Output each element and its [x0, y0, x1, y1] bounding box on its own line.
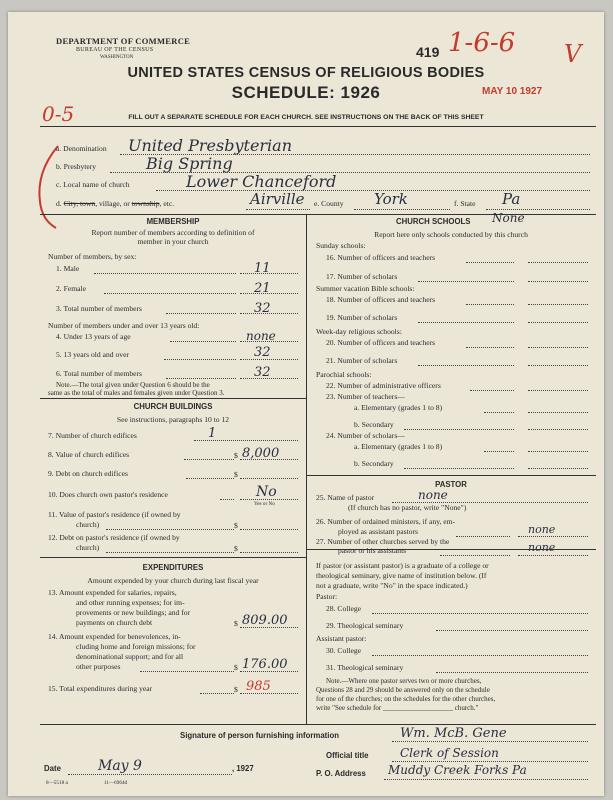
q29-label: 29. Theological seminary [326, 621, 404, 630]
date-value: May 9 [98, 758, 142, 774]
check-mark: V [564, 40, 582, 68]
buildings-sub: See instructions, paragraphs 10 to 12 [116, 415, 230, 424]
q27-leader [440, 555, 510, 556]
q3-label: 3. Total number of members [56, 304, 143, 313]
official-title-value: Clerk of Session [400, 746, 499, 760]
q20-label: 20. Number of officers and teachers [326, 338, 436, 347]
q23a-label: a. Elementary (grades 1 to 8) [354, 403, 443, 412]
q24b-line [528, 468, 588, 469]
q23a-leader [484, 412, 514, 413]
state-line [486, 209, 590, 210]
schools-heading-value: None [492, 211, 525, 225]
q5-label: 5. 13 years old and over [56, 350, 129, 359]
buildings-bottom-rule [40, 557, 306, 558]
county-line [354, 209, 450, 210]
q23b-label: b. Secondary [354, 420, 394, 429]
denomination-value: United Presbyterian [128, 136, 293, 155]
graduate-instruction-1: If pastor (or assistant pastor) is a graduate of a college or [316, 561, 489, 570]
q14-label-2: cluding home and foreign missions; for [76, 642, 196, 651]
q2-value: 21 [254, 281, 271, 296]
date-year: , 1927 [232, 764, 254, 773]
presbytery-label: b. Presbytery [56, 162, 97, 171]
q14-leader [140, 671, 234, 672]
q16-line [528, 262, 588, 263]
q1-leader [94, 273, 236, 274]
q3-leader [166, 313, 236, 314]
census-form-page [8, 12, 604, 796]
q9-line [240, 478, 298, 479]
membership-heading: MEMBERSHIP [146, 217, 200, 226]
date-label: Date [44, 764, 61, 773]
q27-value: none [528, 541, 556, 554]
q5-leader [164, 359, 236, 360]
department-name: DEPARTMENT OF COMMERCE [56, 36, 191, 46]
signature-value: Wm. McB. Gene [400, 726, 507, 741]
q8-value: 8,000 [242, 446, 280, 461]
form-instruction: FILL OUT A SEPARATE SCHEDULE FOR EACH CHURCH. SEE INSTRUCTIONS ON THE BACK OF THIS SHEET [128, 114, 484, 121]
q4-leader [170, 341, 236, 342]
q24a-line [528, 451, 588, 452]
po-address-value: Muddy Creek Forks Pa [388, 763, 527, 777]
q14-dollar: $ [234, 663, 238, 672]
q21-line [528, 365, 588, 366]
q1-value: 11 [254, 261, 271, 276]
official-title-label: Official title [326, 751, 369, 760]
q17-leader [418, 281, 514, 282]
q11-dollar: $ [234, 521, 238, 530]
q24b-leader [404, 468, 514, 469]
q17-label: 17. Number of scholars [326, 272, 398, 281]
weekday-schools-label: Week-day religious schools: [316, 327, 402, 336]
q14-label-3: denominational support; and for all [76, 652, 184, 661]
expenditures-sub: Amount expended by your church during last fiscal year [87, 576, 259, 585]
q15-leader [200, 693, 234, 694]
place-label-middle: , village, or [95, 199, 130, 208]
pastor-note-3: for one of the churches; on the schedules for the other churches, [316, 695, 496, 703]
date-line [68, 774, 232, 775]
schools-intro: Report here only schools conducted by this church [374, 230, 528, 239]
q19-leader [418, 322, 514, 323]
q25-note: (If church has no pastor, write "None") [348, 503, 467, 512]
q4-label: 4. Under 13 years of age [56, 332, 131, 341]
denomination-label: a. Denomination [56, 144, 107, 153]
q13-value: 809.00 [242, 613, 288, 628]
q7-label: 7. Number of church edifices [48, 431, 137, 440]
q1-label: 1. Male [56, 264, 80, 273]
q30-label: 30. College [326, 646, 362, 655]
q18-label: 18. Number of officers and teachers [326, 295, 436, 304]
graduate-instruction-2: theological seminary, give name of institution below. (If [316, 571, 487, 580]
q23b-line [528, 429, 588, 430]
q24b-label: b. Secondary [354, 459, 394, 468]
q22-line [528, 390, 588, 391]
q10-label: 10. Does church own pastor's residence [48, 490, 168, 499]
q29-line [436, 630, 588, 631]
q22-leader [470, 390, 514, 391]
expenditures-heading: EXPENDITURES [142, 563, 204, 572]
q2-label: 2. Female [56, 284, 86, 293]
schedule-title: SCHEDULE: 1926 [231, 83, 381, 102]
pastor-sub-label: Pastor: [316, 592, 338, 601]
signature-line [392, 741, 588, 742]
membership-note-1: Note.—The total given under Question 6 should be the [56, 381, 210, 389]
q10-leader [220, 499, 234, 500]
pastor-heading: PASTOR [435, 480, 467, 489]
q23a-line [528, 412, 588, 413]
q20-line [528, 347, 588, 348]
membership-intro-1: Report number of members according to definition of [91, 228, 255, 237]
graduate-instruction-3: not a graduate, write "No" in the space indicated.) [316, 581, 468, 590]
q17-line [528, 281, 588, 282]
q28-line [372, 613, 588, 614]
q9-dollar: $ [234, 470, 238, 479]
yes-no-hint: Yes or No [254, 501, 275, 507]
buildings-heading: CHURCH BUILDINGS [133, 402, 213, 411]
age-heading: Number of members under and over 13 years old: [48, 321, 200, 330]
q6-value: 32 [254, 365, 271, 380]
q30-line [372, 655, 588, 656]
q13-label-1: 13. Amount expended for salaries, repairs, [48, 588, 177, 597]
q11-label-1: 11. Value of pastor's residence (if owned by [48, 510, 181, 519]
q14-value: 176.00 [242, 657, 288, 672]
by-sex-label: Number of members, by sex: [48, 252, 137, 261]
q21-label: 21. Number of scholars [326, 356, 398, 365]
county-label: e. County [314, 199, 344, 208]
q13-label-3: provements or new buildings; and for [76, 608, 191, 617]
county-value: York [374, 190, 408, 208]
po-address-line [384, 779, 588, 780]
pastor-note-2: Questions 28 and 29 should be answered only on the schedule [316, 686, 490, 694]
q5-value: 32 [254, 345, 271, 360]
q19-label: 19. Number of scholars [326, 313, 398, 322]
state-label: f. State [454, 199, 476, 208]
place-prefix: d. [56, 199, 62, 208]
print-code-1: 8—5518 a [46, 780, 68, 786]
q8-dollar: $ [234, 451, 238, 460]
q22-label: 22. Number of administrative officers [326, 381, 441, 390]
q31-line [436, 672, 588, 673]
q11-leader [106, 529, 234, 530]
membership-bottom-rule [40, 398, 306, 399]
q25-label: 25. Name of pastor [316, 493, 375, 502]
q15-dollar: $ [234, 685, 238, 694]
q15-value: 985 [246, 679, 271, 694]
section-bottom-rule [40, 724, 596, 725]
q9-label: 9. Debt on church edifices [48, 469, 128, 478]
signature-label: Signature of person furnishing information [180, 731, 339, 740]
q15-label: 15. Total expenditures during year [48, 684, 153, 693]
q24-label: 24. Number of scholars— [326, 431, 405, 440]
q12-label-2: church) [76, 543, 100, 552]
q6-label: 6. Total number of members [56, 369, 143, 378]
q14-label-1: 14. Amount expended for benevolences, in- [48, 632, 181, 641]
q31-label: 31. Theological seminary [326, 663, 404, 672]
state-value: Pa [502, 190, 521, 208]
q13-label-2: and other running expenses; for im- [76, 598, 185, 607]
q27-label-1: 27. Number of other churches served by the [316, 537, 450, 546]
received-stamp: MAY 10 1927 [482, 86, 543, 97]
membership-note-2: same as the total of males and females given under Question 3. [48, 389, 225, 397]
center-column-rule [306, 214, 307, 724]
q13-dollar: $ [234, 619, 238, 628]
q26-leader [456, 536, 510, 537]
q4-value: none [246, 329, 276, 343]
form-number: 419 [416, 44, 440, 60]
q8-label: 8. Value of church edifices [48, 450, 130, 459]
q8-leader [184, 459, 234, 460]
q7-value: 1 [208, 426, 217, 441]
sunday-schools-label: Sunday schools: [316, 241, 366, 250]
local-name-value: Lower Chanceford [186, 172, 337, 191]
q11-line [240, 529, 298, 530]
q12-line [240, 552, 298, 553]
left-code: 0-5 [42, 102, 75, 126]
place-label-struck2: township [131, 199, 160, 208]
official-title-line [392, 761, 588, 762]
q24a-label: a. Elementary (grades 1 to 8) [354, 442, 443, 451]
q26-line [518, 536, 588, 537]
place-label-end: , etc. [159, 199, 175, 208]
bureau-city: WASHINGTON [100, 55, 134, 60]
q14-label-4: other purposes [76, 662, 121, 671]
q27-line [518, 555, 588, 556]
parochial-schools-label: Parochial schools: [316, 370, 372, 379]
membership-intro-2: member in your church [137, 237, 209, 246]
form-title: UNITED STATES CENSUS OF RELIGIOUS BODIES [127, 65, 485, 81]
q12-label-1: 12. Debt on pastor's residence (if owned by [48, 533, 180, 542]
bureau-name: BUREAU OF THE CENSUS [76, 47, 154, 53]
q19-line [528, 322, 588, 323]
q2-leader [104, 293, 236, 294]
vacation-schools-label: Summer vacation Bible schools: [316, 284, 415, 293]
schools-heading: CHURCH SCHOOLS [396, 217, 471, 226]
q27-label-2: pastor or his assistants [338, 546, 407, 555]
q12-leader [106, 552, 234, 553]
q11-label-2: church) [76, 520, 100, 529]
pastor-note-4: write "See schedule for ____________________ church." [316, 704, 479, 712]
local-name-label: c. Local name of church [56, 180, 130, 189]
q9-leader [186, 478, 234, 479]
place-label [56, 199, 174, 208]
q18-line [528, 304, 588, 305]
presbytery-value: Big Spring [146, 154, 233, 173]
q21-leader [418, 365, 514, 366]
q24a-leader [484, 451, 514, 452]
po-address-label: P. O. Address [316, 769, 366, 778]
q20-leader [466, 347, 514, 348]
schools-bottom-rule [306, 475, 596, 476]
place-label-struck: City, town [63, 199, 96, 208]
handwritten-code: 1-6-6 [448, 28, 516, 58]
header-divider [40, 126, 596, 127]
q18-leader [466, 304, 514, 305]
place-line [246, 209, 310, 210]
assistant-sub-label: Assistant pastor: [316, 634, 367, 643]
q28-label: 28. College [326, 604, 362, 613]
q26-label-2: ployed as assistant pastors [338, 527, 418, 536]
q26-value: none [528, 523, 556, 536]
q16-leader [466, 262, 514, 263]
q16-label: 16. Number of officers and teachers [326, 253, 436, 262]
place-value: Airville [250, 190, 305, 208]
q3-value: 32 [254, 301, 271, 316]
q12-dollar: $ [234, 544, 238, 553]
q6-leader [166, 378, 236, 379]
q25-value: none [418, 488, 448, 502]
q26-label-1: 26. Number of ordained ministers, if any, em- [316, 517, 456, 526]
q10-value: No [256, 484, 277, 500]
pastor-note-1: Note.—Where one pastor serves two or more churches, [326, 677, 482, 685]
print-code-2: 11—6964d [104, 780, 128, 786]
q23b-leader [404, 429, 514, 430]
q23-label: 23. Number of teachers— [326, 392, 405, 401]
q13-label-4: payments on church debt [76, 618, 153, 627]
